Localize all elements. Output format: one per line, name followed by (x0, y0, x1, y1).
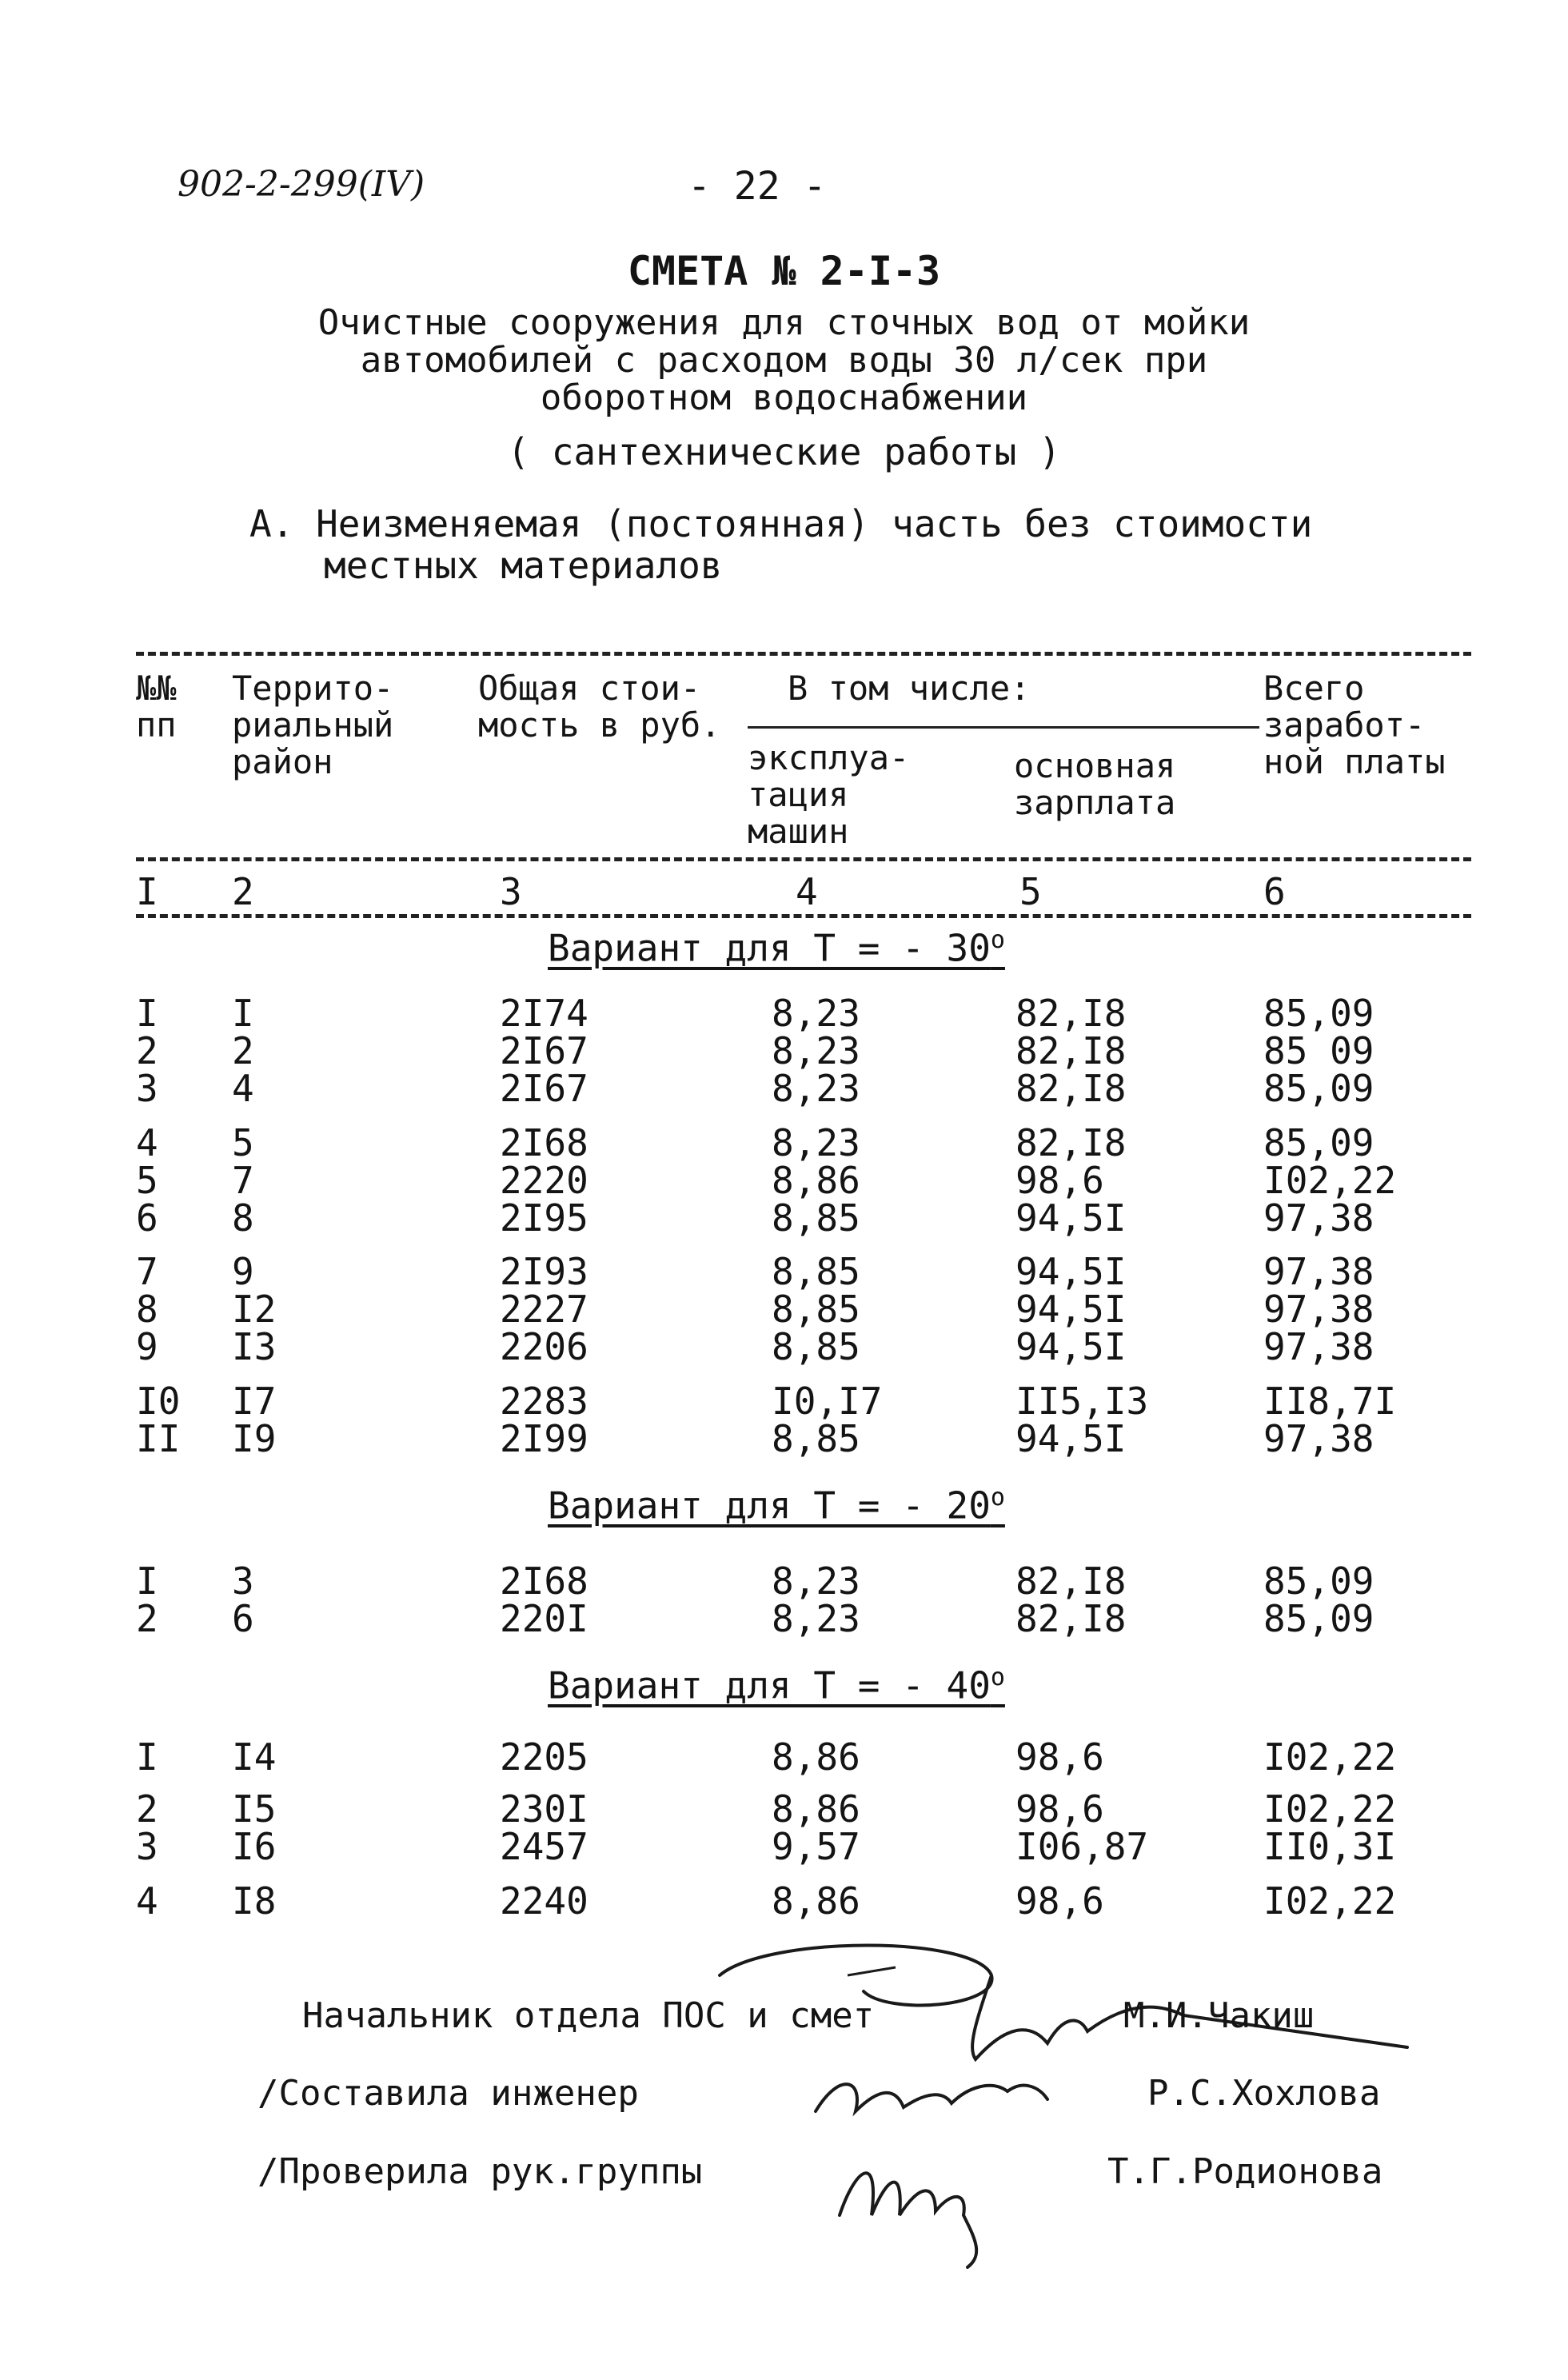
cell-total-cost: 2240 (500, 1879, 588, 1923)
cell-wages-total: 85,09 (1263, 1121, 1374, 1164)
cell-region: I4 (232, 1735, 277, 1779)
cell-salary: 82,I8 (1015, 1029, 1127, 1072)
cell-wages-total: 97,38 (1263, 1250, 1374, 1293)
subtitle-line-2: автомобилей с расходом воды 30 л/сек при (360, 340, 1208, 381)
cell-salary: 98,6 (1015, 1787, 1104, 1831)
section-label: ( сантехнические работы ) (507, 430, 1061, 473)
name-compiler: Р.С.Хохлова (1147, 2073, 1381, 2114)
cell-salary: I06,87 (1015, 1825, 1149, 1868)
page-title: СМЕТА № 2-I-3 (627, 248, 941, 294)
cell-region: I2 (232, 1288, 277, 1331)
cell-wages-total: II8,7I (1263, 1380, 1397, 1423)
cell-total-cost: 2I95 (500, 1196, 588, 1240)
cell-num: 2 (136, 1029, 158, 1072)
column-number-6: 6 (1263, 870, 1286, 913)
cell-machines: 8,85 (772, 1417, 860, 1460)
cell-salary: 94,5I (1015, 1417, 1127, 1460)
cell-region: 7 (232, 1159, 254, 1202)
cell-machines: 9,57 (772, 1825, 860, 1868)
cell-num: 2 (136, 1597, 158, 1640)
column-numbers-rule (136, 914, 1471, 918)
cell-salary: 94,5I (1015, 1288, 1127, 1331)
cell-salary: 98,6 (1015, 1159, 1104, 1202)
name-checker: Т.Г.Родионова (1107, 2151, 1383, 2192)
part-a-heading-line-2: местных материалов (324, 544, 723, 587)
cell-total-cost: 2I67 (500, 1029, 588, 1072)
cell-num: I (136, 1735, 158, 1779)
column-number-5: 5 (1019, 870, 1042, 913)
subtitle-line-3: оборотном водоснабжении (540, 377, 1028, 418)
header-salary: основная зарплата (1014, 746, 1176, 822)
cell-total-cost: 2206 (500, 1325, 588, 1368)
cell-wages-total: 97,38 (1263, 1288, 1374, 1331)
cell-wages-total: I02,22 (1263, 1787, 1397, 1831)
cell-num: 5 (136, 1159, 158, 1202)
cell-salary: 98,6 (1015, 1879, 1104, 1923)
cell-region: 8 (232, 1196, 254, 1240)
cell-total-cost: 2283 (500, 1380, 588, 1423)
cell-salary: 82,I8 (1015, 992, 1127, 1035)
cell-machines: 8,86 (772, 1879, 860, 1923)
cell-total-cost: 2I93 (500, 1250, 588, 1293)
cell-total-cost: 2I99 (500, 1417, 588, 1460)
cell-machines: 8,86 (772, 1735, 860, 1779)
cell-num: I0 (136, 1380, 181, 1423)
cell-num: I (136, 1559, 158, 1603)
cell-salary: 98,6 (1015, 1735, 1104, 1779)
cell-region: I8 (232, 1879, 277, 1923)
cell-salary: 82,I8 (1015, 1121, 1127, 1164)
cell-salary: 94,5I (1015, 1325, 1127, 1368)
cell-region: I7 (232, 1380, 277, 1423)
name-head-of-department: М.И.Чакиш (1123, 1995, 1315, 2036)
cell-total-cost: 2I67 (500, 1067, 588, 1110)
cell-num: 9 (136, 1325, 158, 1368)
cell-machines: 8,85 (772, 1250, 860, 1293)
cell-region: I (232, 992, 254, 1035)
cell-wages-total: II0,3I (1263, 1825, 1397, 1868)
cell-num: 6 (136, 1196, 158, 1240)
cell-salary: 82,I8 (1015, 1597, 1127, 1640)
cell-machines: 8,23 (772, 992, 860, 1035)
cell-region: 2 (232, 1029, 254, 1072)
cell-machines: 8,85 (772, 1196, 860, 1240)
cell-salary: 94,5I (1015, 1250, 1127, 1293)
cell-total-cost: 220I (500, 1597, 588, 1640)
role-compiler: /Составила инженер (257, 2073, 639, 2114)
table-top-rule (136, 652, 1471, 656)
cell-region: 5 (232, 1121, 254, 1164)
cell-region: 9 (232, 1250, 254, 1293)
document-code: 902-2-299(IV) (178, 164, 425, 205)
cell-machines: 8,23 (772, 1029, 860, 1072)
cell-salary: 94,5I (1015, 1196, 1127, 1240)
column-number-3: 3 (500, 870, 522, 913)
cell-region: I6 (232, 1825, 277, 1868)
cell-wages-total: 97,38 (1263, 1196, 1374, 1240)
variant-label: Вариант для Т = - $30^о$ (548, 926, 1005, 970)
cell-wages-total: 97,38 (1263, 1325, 1374, 1368)
cell-num: 4 (136, 1121, 158, 1164)
role-head-of-department: Начальник отдела ПОС и смет (302, 1995, 875, 2036)
cell-num: 7 (136, 1250, 158, 1293)
cell-num: 4 (136, 1879, 158, 1923)
cell-total-cost: 2I68 (500, 1559, 588, 1603)
header-including: В том числе: (788, 669, 1031, 708)
cell-machines: 8,23 (772, 1559, 860, 1603)
cell-machines: 8,85 (772, 1325, 860, 1368)
cell-wages-total: 85,09 (1263, 1559, 1374, 1603)
header-num: №№ пп (136, 669, 177, 745)
signature-checker (824, 2135, 1031, 2271)
header-divider (748, 726, 1259, 729)
cell-wages-total: 85,09 (1263, 992, 1374, 1035)
cell-machines: 8,23 (772, 1597, 860, 1640)
cell-machines: 8,85 (772, 1288, 860, 1331)
cell-num: I (136, 992, 158, 1035)
cell-total-cost: 2457 (500, 1825, 588, 1868)
page-number: - 22 - (688, 164, 827, 209)
cell-region: 6 (232, 1597, 254, 1640)
cell-wages-total: I02,22 (1263, 1159, 1397, 1202)
cell-num: II (136, 1417, 181, 1460)
cell-wages-total: I02,22 (1263, 1735, 1397, 1779)
cell-total-cost: 2227 (500, 1288, 588, 1331)
cell-num: 3 (136, 1825, 158, 1868)
cell-machines: 8,86 (772, 1787, 860, 1831)
variant-label: Вариант для Т = - $20^о$ (548, 1484, 1005, 1527)
header-bottom-rule (136, 857, 1471, 861)
cell-total-cost: 230I (500, 1787, 588, 1831)
cell-salary: 82,I8 (1015, 1559, 1127, 1603)
cell-machines: 8,86 (772, 1159, 860, 1202)
cell-salary: II5,I3 (1015, 1380, 1149, 1423)
header-machines: эксплуа- тация машин (748, 738, 910, 851)
cell-num: 3 (136, 1067, 158, 1110)
column-number-2: 2 (232, 870, 254, 913)
cell-total-cost: 2220 (500, 1159, 588, 1202)
cell-region: I5 (232, 1787, 277, 1831)
cell-salary: 82,I8 (1015, 1067, 1127, 1110)
cell-machines: I0,I7 (772, 1380, 883, 1423)
cell-total-cost: 2I74 (500, 992, 588, 1035)
cell-num: 2 (136, 1787, 158, 1831)
role-checker: /Проверила рук.группы (257, 2151, 703, 2192)
cell-wages-total: 85 09 (1263, 1029, 1374, 1072)
part-a-heading-line-1: А. Неизменяемая (постоянная) часть без стоимости (249, 502, 1313, 545)
cell-wages-total: 97,38 (1263, 1417, 1374, 1460)
header-region: Террито- риальный район (232, 669, 394, 781)
header-total-cost: Общая стои- мость в руб. (478, 669, 721, 745)
cell-wages-total: 85,09 (1263, 1597, 1374, 1640)
subtitle-line-1: Очистные сооружения для сточных вод от мойки (317, 302, 1251, 343)
cell-wages-total: I02,22 (1263, 1879, 1397, 1923)
cell-num: 8 (136, 1288, 158, 1331)
cell-total-cost: 2I68 (500, 1121, 588, 1164)
cell-region: I9 (232, 1417, 277, 1460)
header-wages-total: Всего заработ- ной платы (1263, 669, 1446, 781)
cell-total-cost: 2205 (500, 1735, 588, 1779)
cell-machines: 8,23 (772, 1121, 860, 1164)
variant-label: Вариант для Т = - $40^о$ (548, 1663, 1005, 1707)
signature-compiler (808, 2055, 1063, 2135)
cell-region: 4 (232, 1067, 254, 1110)
cell-wages-total: 85,09 (1263, 1067, 1374, 1110)
cell-region: I3 (232, 1325, 277, 1368)
cell-machines: 8,23 (772, 1067, 860, 1110)
cell-region: 3 (232, 1559, 254, 1603)
column-number-4: 4 (796, 870, 818, 913)
column-number-1: I (136, 870, 158, 913)
